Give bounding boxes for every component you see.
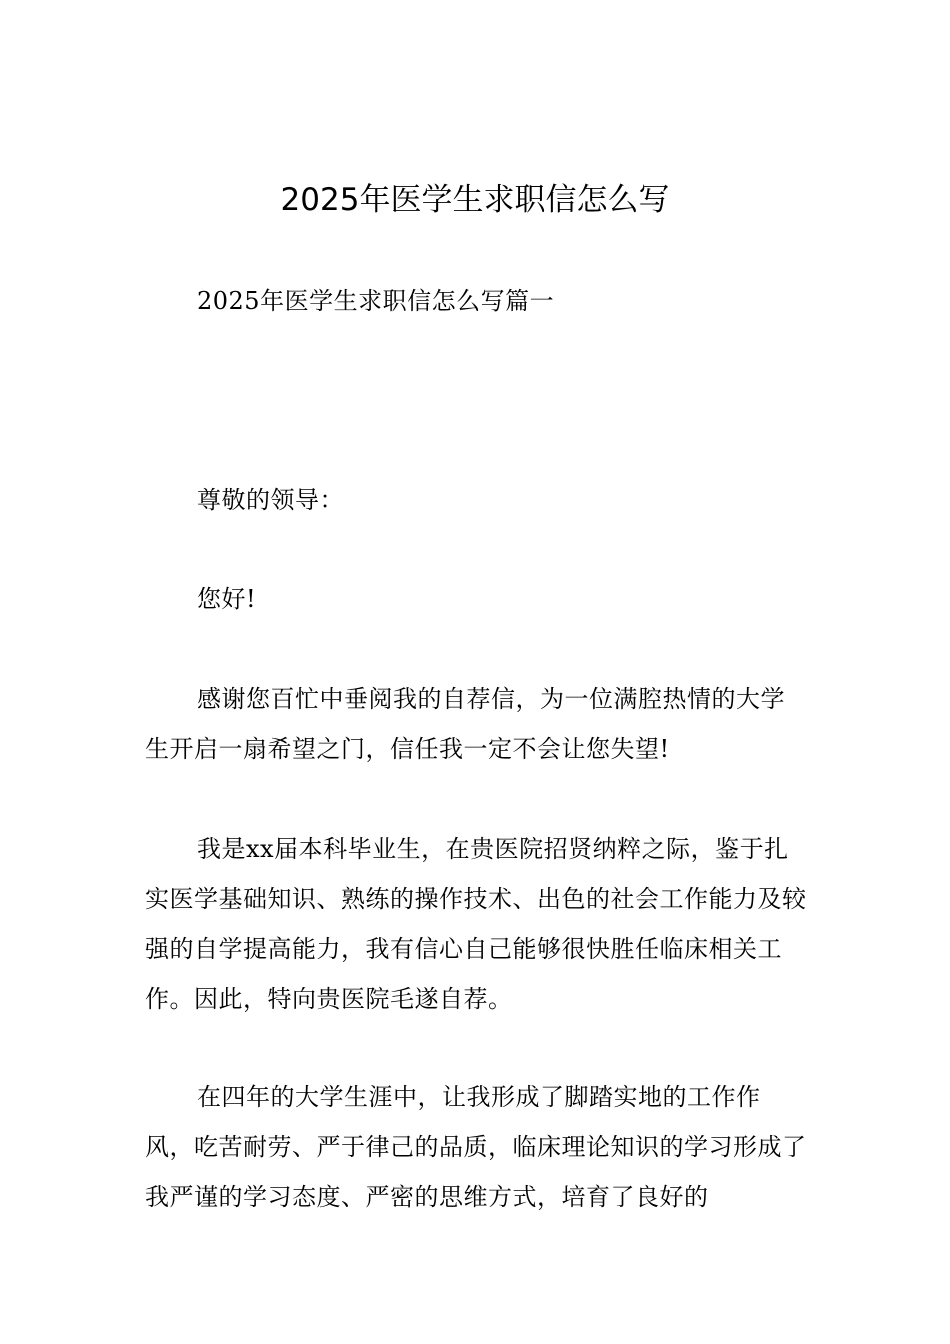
- section-heading: 2025年医学生求职信怎么写篇一: [197, 287, 555, 315]
- greeting: 您好!: [197, 585, 257, 613]
- body-paragraph: 感谢您百忙中垂阅我的自荐信，为一位满腔热情的大学生开启一扇希望之门，信任我一定不会让您失望!: [145, 685, 785, 763]
- body-paragraph: 我是xx届本科毕业生，在贵医院招贤纳粹之际，鉴于扎实医学基础知识、熟练的操作技术、出色的社会工作能力及较强的自学提高能力，我有信心自己能够很快胜任临床相关工作。因此，特向贵医院毛遂自荐。: [145, 835, 807, 1013]
- body-paragraph: 在四年的大学生涯中，让我形成了脚踏实地的工作作风，吃苦耐劳、严于律己的品质，临床理论知识的学习形成了我严谨的学习态度、严密的思维方式，培育了良好的: [145, 1083, 807, 1211]
- document-title: 2025年医学生求职信怎么写: [280, 182, 670, 218]
- salutation: 尊敬的领导：: [197, 486, 344, 514]
